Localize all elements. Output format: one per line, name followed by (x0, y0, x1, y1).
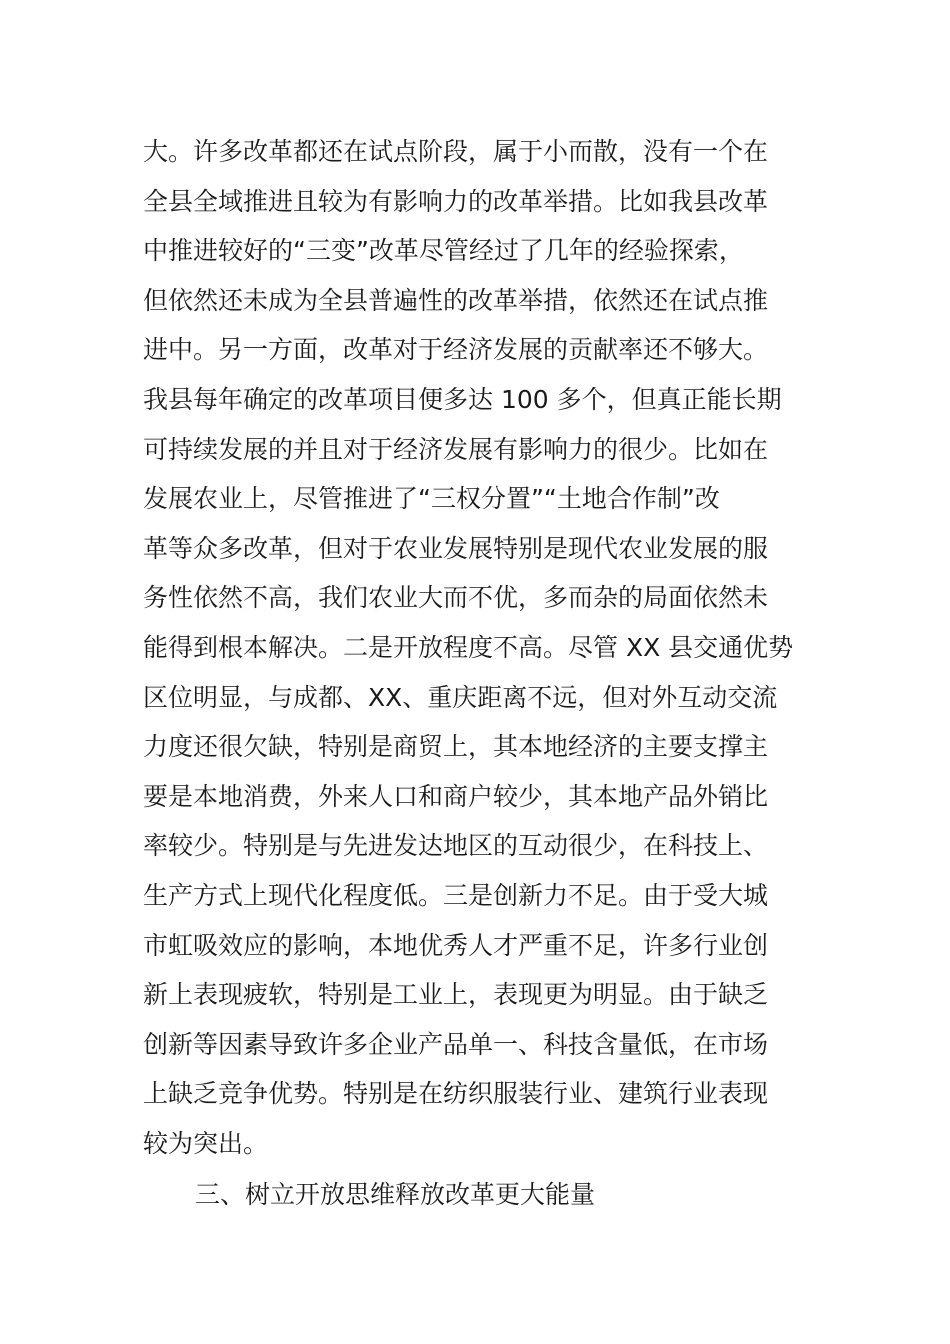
paragraph-line: 全县全域推进且较为有影响力的改革举措。比如我县改革 (143, 186, 769, 216)
paragraph-line: 但依然还未成为全县普遍性的改革举措，依然还在试点推 (143, 285, 769, 315)
paragraph-line: 率较少。特别是与先进发达地区的互动很少，在科技上、 (143, 831, 769, 861)
paragraph-line: 发展农业上，尽管推进了“三权分置”“土地合作制”改 (143, 484, 720, 514)
paragraph-line: 较为突出。 (143, 1128, 269, 1158)
paragraph-line: 力度还很欠缺，特别是商贸上，其本地经济的主要支撑主 (143, 732, 769, 762)
paragraph-line: 新上表现疲软，特别是工业上，表现更为明显。由于缺乏 (143, 980, 769, 1010)
section-heading: 三、树立开放思维释放改革更大能量 (195, 1180, 596, 1209)
paragraph-line: 大。许多改革都还在试点阶段，属于小而散，没有一个在 (143, 137, 769, 166)
paragraph-line: 可持续发展的并且对于经济发展有影响力的很少。比如在 (143, 434, 769, 464)
paragraph-line: 创新等因素导致许多企业产品单一、科技含量低，在市场 (143, 1029, 769, 1059)
paragraph-line: 中推进较好的“三变”改革尽管经过了几年的经验探索， (143, 236, 744, 266)
paragraph-line: 能得到根本解决。二是开放程度不高。尽管 XX 县交通优势 (143, 632, 794, 662)
paragraph-line: 革等众多改革，但对于农业发展特别是现代农业发展的服 (143, 533, 769, 563)
paragraph-line: 要是本地消费，外来人口和商户较少，其本地产品外销比 (143, 781, 769, 811)
paragraph-line: 区位明显，与成都、XX、重庆距离不远，但对外互动交流 (143, 682, 778, 712)
paragraph-line: 我县每年确定的改革项目便多达 100 多个，但真正能长期 (143, 384, 782, 414)
body-paragraph (143, 127, 823, 1168)
paragraph-line: 生产方式上现代化程度低。三是创新力不足。由于受大城 (143, 880, 769, 910)
paragraph-line: 务性依然不高，我们农业大而不优，多而杂的局面依然未 (143, 583, 769, 613)
paragraph-line: 市虹吸效应的影响，本地优秀人才严重不足，许多行业创 (143, 930, 769, 960)
paragraph-line: 进中。另一方面，改革对于经济发展的贡献率还不够大。 (143, 335, 769, 365)
paragraph-line: 上缺乏竞争优势。特别是在纺织服装行业、建筑行业表现 (143, 1079, 769, 1109)
